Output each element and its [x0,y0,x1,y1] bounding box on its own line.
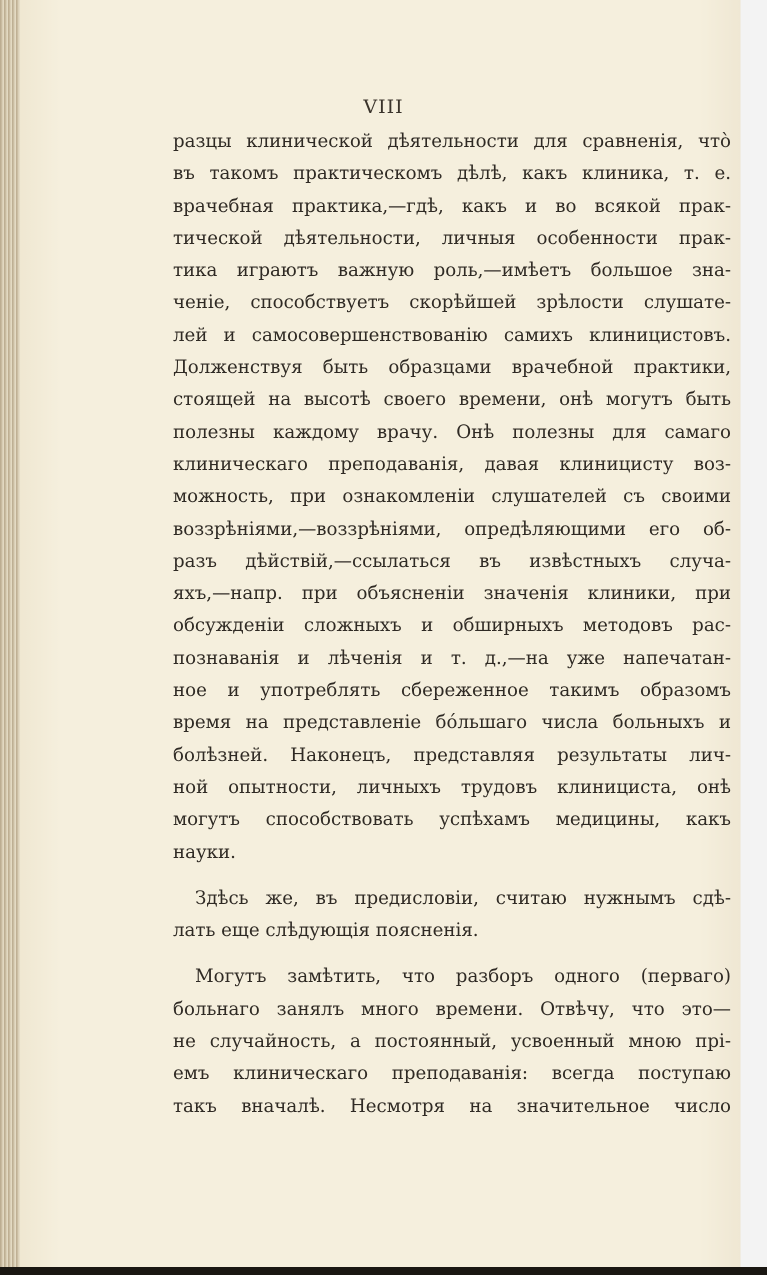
text-line: Здѣсь же, въ предисловіи, считаю нужнымъ сдѣ- [195,887,731,909]
text-line: полезны каждому врачу. Онѣ полезны для самаго [173,421,731,443]
text-line: врачебная практика,—гдѣ, какъ и во всякой прак- [173,195,731,217]
page-stack-edge [0,0,20,1275]
text-line: лей и самосовершенствованію самихъ клиницистовъ. [173,324,731,346]
text-line: могутъ способствовать успѣхамъ медицины, какъ [173,809,731,831]
text-line: разцы клинической дѣятельности для сравненія, что̀ [173,131,731,152]
text-line: познаванія и лѣченія и т. д.,—на уже напечатан- [173,647,731,669]
text-line: такъ вначалѣ. Несмотря на значительное число [173,1095,731,1117]
text-line: ченіе, способствуетъ скорѣйшей зрѣлости слушате- [173,292,731,314]
text-line: разъ дѣйствій,—ссылаться въ извѣстныхъ случа- [173,550,731,572]
paragraph-gap [173,869,731,883]
text-line: емъ клиническаго преподаванія: всегда поступаю [173,1063,731,1085]
text-line: обсужденіи сложныхъ и обширныхъ методовъ рас- [173,615,731,637]
text-line: яхъ,—напр. при объясненіи значенія клиники, при [173,583,731,605]
text-line: не случайность, а постоянный, усвоенный мною прі- [173,1031,731,1053]
text-line: стоящей на высотѣ своего времени, онѣ могутъ быть [173,389,731,411]
scan-margin [741,0,767,1275]
text-line: тика играютъ важную роль,—имѣетъ большое зна- [173,260,731,282]
scan-shadow [0,1267,767,1275]
text-line: тической дѣятельности, личныя особенности прак- [173,227,731,249]
page-number: VIII [363,96,404,118]
text-line: Могутъ замѣтить, что разборъ одного (перваго) [195,966,731,988]
text-line: въ такомъ практическомъ дѣлѣ, какъ клиника, т. е. [173,163,731,185]
text-line: ное и употреблять сбереженное такимъ образомъ [173,680,731,702]
text-line: больнаго занялъ много времени. Отвѣчу, что это— [173,998,731,1020]
paragraph-gap [173,947,731,961]
text-line: воззрѣніями,—воззрѣніями, опредѣляющими его об- [173,518,731,540]
text-line: клиническаго преподаванія, давая клиницисту воз- [173,453,731,475]
text-line: лать еще слѣдующія поясненія. [173,920,479,942]
text-line: болѣзней. Наконецъ, представляя результаты лич- [173,744,731,766]
text-line: можность, при ознакомленіи слушателей съ своими [173,486,731,508]
text-line: ной опытности, личныхъ трудовъ клинициста, онѣ [173,776,731,798]
body-text [173,126,731,1123]
text-line: науки. [173,841,236,863]
text-line: Долженствуя быть образцами врачебной практики, [173,357,731,379]
text-line: время на представленіе бо́льшаго числа больныхъ и [173,712,731,734]
